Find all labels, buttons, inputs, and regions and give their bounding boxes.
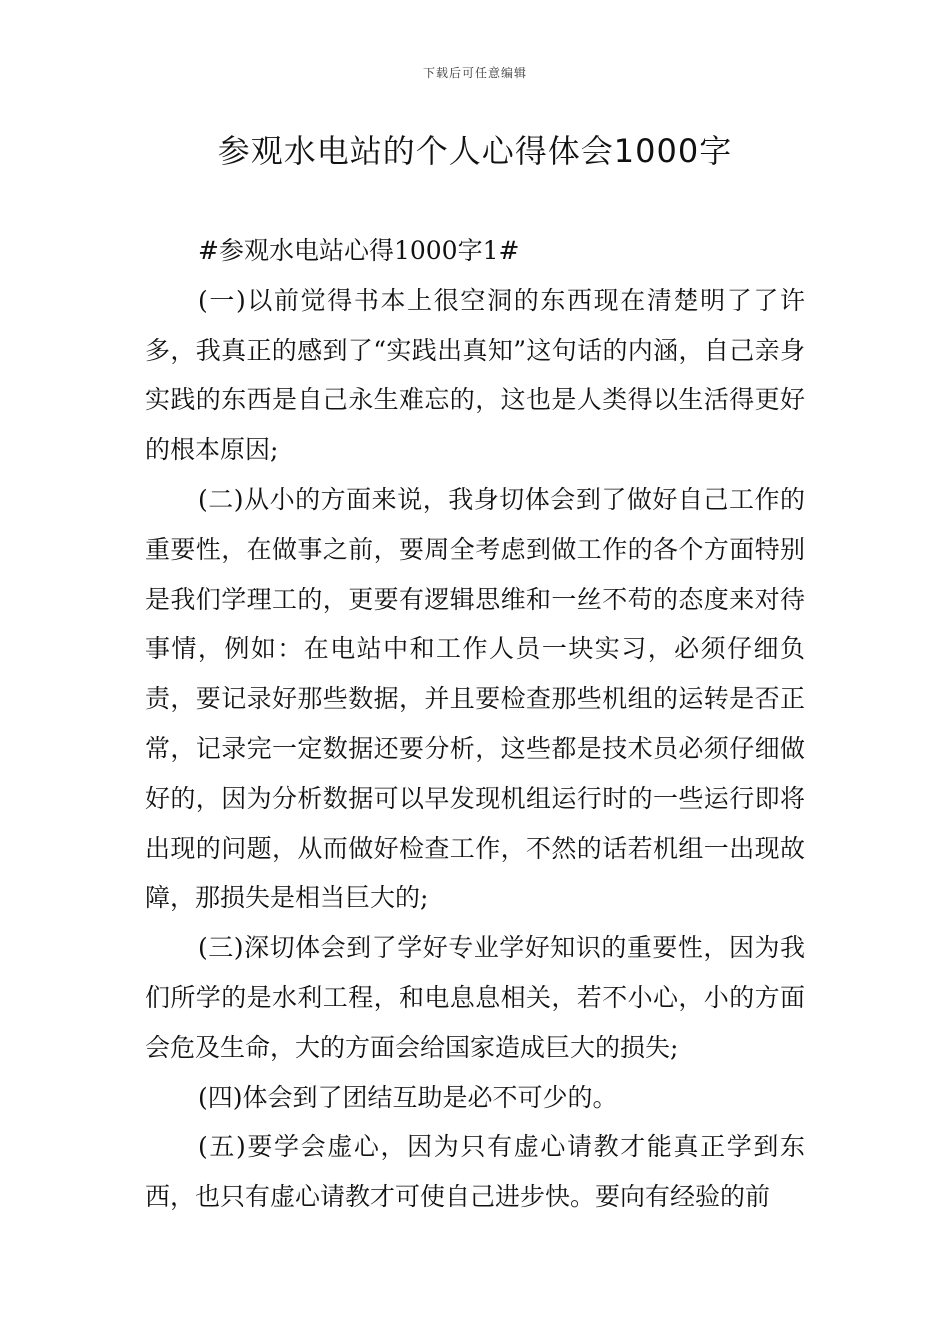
section-heading: #参观水电站心得1000字1# bbox=[198, 236, 520, 265]
header-note: 下载后可任意编辑 bbox=[422, 66, 527, 80]
paragraph-2: (二)从小的方面来说，我身切体会到了做好自己工作的重要性，在做事之前，要周全考虑到做工作的各个方面特别是我们学理工的，更要有逻辑思维和一丝不苟的态度来对待事情，例如：在电站中和工作人员一块实习，必须仔细负责，要记录好那些数据，并且要检查那些机组的运转是否正常，记录完一定数据还要分析，这些都是技术员必须仔细做好的，因为分析数据可以早发现机组运行时的一些运行即将出现的问题，从而做好检查工作，不然的话若机组一出现故障，那损失是相当巨大的; bbox=[145, 484, 805, 913]
paragraph-1: (一)以前觉得书本上很空洞的东西现在清楚明了了许多，我真正的感到了“实践出真知”这句话的内涵，自己亲身实践的东西是自己永生难忘的，这也是人类得以生活得更好的根本原因; bbox=[145, 285, 805, 465]
paragraph-5: (五)要学会虚心，因为只有虚心请教才能真正学到东西，也只有虚心请教才可使自己进步快。要向有经验的前 bbox=[145, 1132, 805, 1212]
document-body bbox=[145, 226, 805, 1222]
paragraph-4: (四)体会到了团结互助是必不可少的。 bbox=[198, 1082, 618, 1112]
document-title: 参观水电站的个人心得体会1000字 bbox=[217, 132, 733, 170]
paragraph-3: (三)深切体会到了学好专业学好知识的重要性，因为我们所学的是水利工程，和电息息相关，若不小心，小的方面会危及生命，大的方面会给国家造成巨大的损失; bbox=[145, 933, 805, 1062]
